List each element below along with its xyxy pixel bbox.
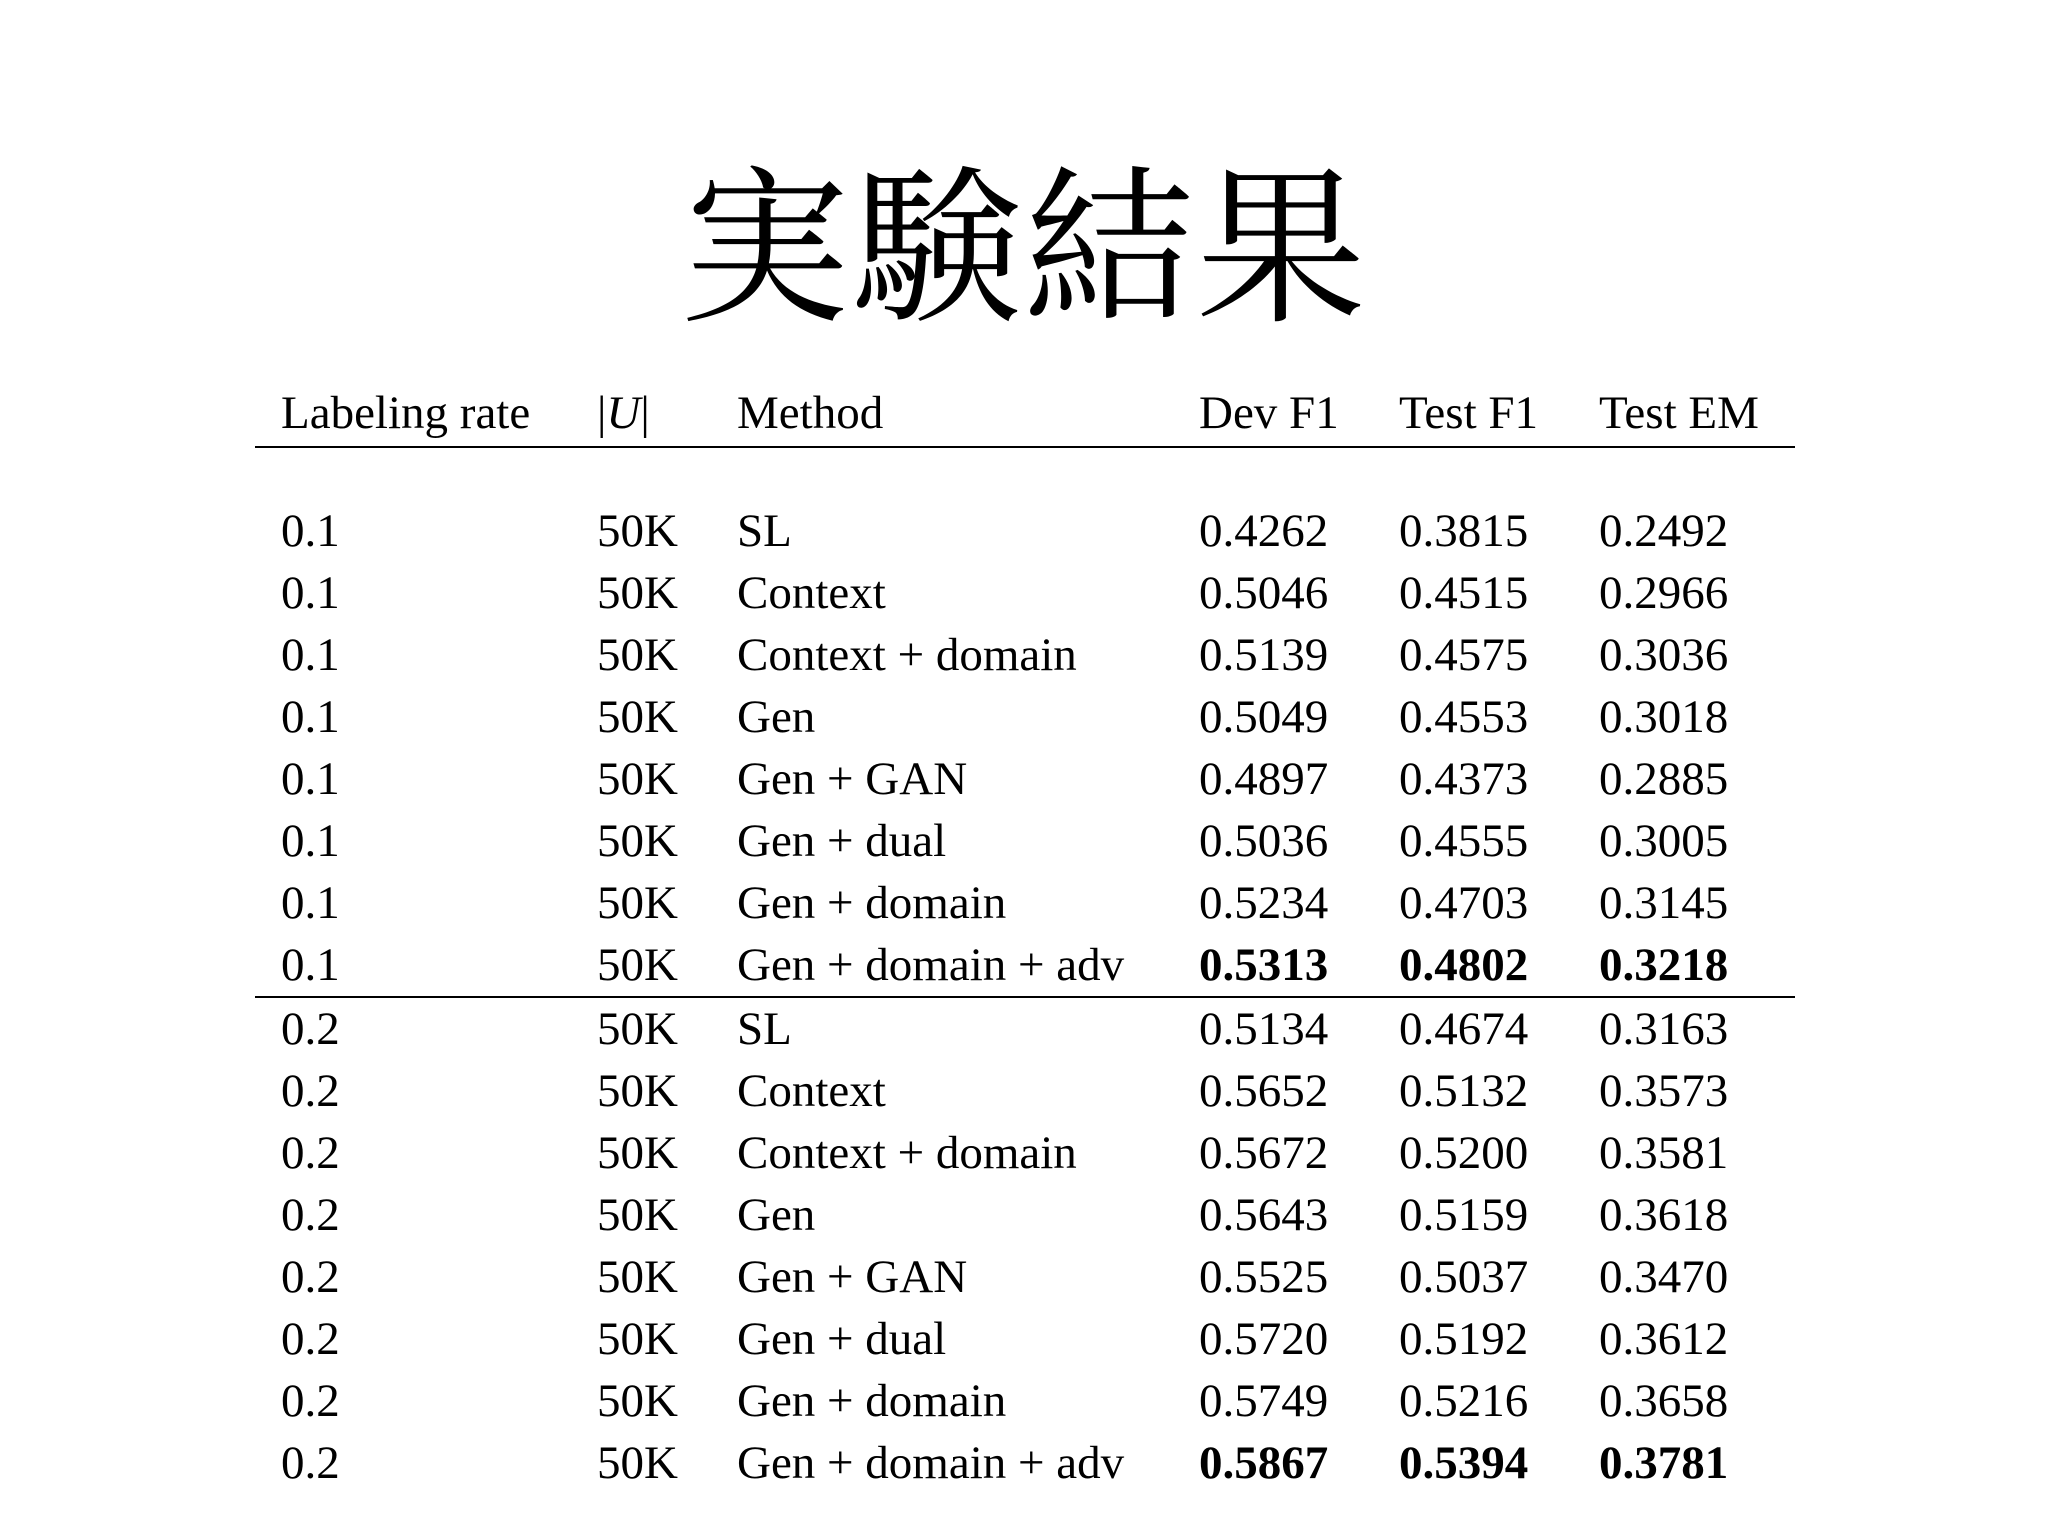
table-row: [255, 1060, 1795, 1122]
cell-labeling-rate: 0.2: [281, 1437, 340, 1489]
cell-labeling-rate: 0.2: [281, 1127, 340, 1179]
table-row: [255, 624, 1795, 686]
cell-unlabeled-size: 50K: [597, 877, 678, 929]
cell-unlabeled-size: 50K: [597, 939, 678, 991]
cell-test-em: 0.3581: [1599, 1127, 1729, 1179]
header-u-bar-right: |: [640, 387, 650, 439]
cell-dev-f1: 0.5046: [1199, 567, 1329, 619]
cell-test-em: 0.2492: [1599, 505, 1729, 557]
cell-dev-f1: 0.4262: [1199, 505, 1329, 557]
cell-test-em: 0.3658: [1599, 1375, 1729, 1427]
table-group-rate-0-2: [255, 998, 1795, 1494]
cell-dev-f1: 0.5652: [1199, 1065, 1329, 1117]
cell-test-em: 0.2885: [1599, 753, 1729, 805]
cell-method: Gen + GAN: [737, 753, 968, 805]
cell-method: Gen + dual: [737, 1313, 947, 1365]
cell-test-em: 0.3612: [1599, 1313, 1729, 1365]
cell-method: Context + domain: [737, 1127, 1077, 1179]
cell-test-em: 0.3218: [1599, 939, 1729, 991]
cell-unlabeled-size: 50K: [597, 1313, 678, 1365]
cell-test-f1: 0.5216: [1399, 1375, 1529, 1427]
cell-test-em: 0.3470: [1599, 1251, 1729, 1303]
cell-method: Gen + domain + adv: [737, 1437, 1125, 1489]
cell-unlabeled-size: 50K: [597, 567, 678, 619]
cell-dev-f1: 0.5867: [1199, 1437, 1329, 1489]
cell-test-f1: 0.4802: [1399, 939, 1529, 991]
cell-unlabeled-size: 50K: [597, 1437, 678, 1489]
cell-dev-f1: 0.4897: [1199, 753, 1329, 805]
table-row: [255, 998, 1795, 1060]
cell-labeling-rate: 0.1: [281, 815, 340, 867]
cell-unlabeled-size: 50K: [597, 1375, 678, 1427]
cell-dev-f1: 0.5036: [1199, 815, 1329, 867]
cell-method: Gen + domain + adv: [737, 939, 1125, 991]
cell-method: Context: [737, 1065, 886, 1117]
cell-test-em: 0.3036: [1599, 629, 1729, 681]
cell-test-em: 0.3145: [1599, 877, 1729, 929]
header-labeling-rate: Labeling rate: [281, 387, 531, 439]
table-row: [255, 934, 1795, 996]
table-row: [255, 1432, 1795, 1494]
cell-unlabeled-size: 50K: [597, 815, 678, 867]
table-row: [255, 1122, 1795, 1184]
cell-unlabeled-size: 50K: [597, 1065, 678, 1117]
cell-labeling-rate: 0.1: [281, 939, 340, 991]
cell-dev-f1: 0.5049: [1199, 691, 1329, 743]
cell-test-em: 0.3163: [1599, 1003, 1729, 1055]
cell-method: Gen + GAN: [737, 1251, 968, 1303]
table-row: [255, 810, 1795, 872]
cell-dev-f1: 0.5672: [1199, 1127, 1329, 1179]
cell-test-f1: 0.4555: [1399, 815, 1529, 867]
cell-labeling-rate: 0.1: [281, 567, 340, 619]
table-row: [255, 1246, 1795, 1308]
cell-test-f1: 0.4703: [1399, 877, 1529, 929]
cell-method: SL: [737, 1003, 792, 1055]
cell-unlabeled-size: 50K: [597, 1189, 678, 1241]
cell-test-f1: 0.5159: [1399, 1189, 1529, 1241]
table-row: [255, 686, 1795, 748]
cell-method: Gen + domain: [737, 877, 1007, 929]
cell-test-em: 0.3573: [1599, 1065, 1729, 1117]
cell-dev-f1: 0.5643: [1199, 1189, 1329, 1241]
cell-method: Context: [737, 567, 886, 619]
cell-labeling-rate: 0.2: [281, 1189, 340, 1241]
cell-labeling-rate: 0.1: [281, 629, 340, 681]
table-row: [255, 1370, 1795, 1432]
cell-test-f1: 0.5132: [1399, 1065, 1529, 1117]
table-row: [255, 1184, 1795, 1246]
cell-dev-f1: 0.5134: [1199, 1003, 1329, 1055]
cell-test-f1: 0.5192: [1399, 1313, 1529, 1365]
header-unlabeled-size: [597, 380, 650, 446]
cell-dev-f1: 0.5525: [1199, 1251, 1329, 1303]
cell-test-em: 0.2966: [1599, 567, 1729, 619]
cell-labeling-rate: 0.1: [281, 753, 340, 805]
table-row: [255, 562, 1795, 624]
cell-dev-f1: 0.5139: [1199, 629, 1329, 681]
cell-unlabeled-size: 50K: [597, 691, 678, 743]
cell-unlabeled-size: 50K: [597, 1003, 678, 1055]
cell-labeling-rate: 0.2: [281, 1003, 340, 1055]
header-u-symbol: U: [606, 387, 641, 439]
cell-test-em: 0.3018: [1599, 691, 1729, 743]
cell-test-f1: 0.5037: [1399, 1251, 1529, 1303]
cell-labeling-rate: 0.2: [281, 1313, 340, 1365]
results-table: [255, 380, 1795, 1494]
header-spacer: [255, 448, 1795, 500]
cell-test-f1: 0.4553: [1399, 691, 1529, 743]
header-u-bar-left: |: [597, 387, 607, 439]
cell-test-f1: 0.4373: [1399, 753, 1529, 805]
cell-labeling-rate: 0.1: [281, 505, 340, 557]
cell-labeling-rate: 0.2: [281, 1065, 340, 1117]
cell-unlabeled-size: 50K: [597, 505, 678, 557]
cell-unlabeled-size: 50K: [597, 753, 678, 805]
cell-test-f1: 0.4515: [1399, 567, 1529, 619]
cell-test-f1: 0.4575: [1399, 629, 1529, 681]
header-method: Method: [737, 387, 884, 439]
table-row: [255, 500, 1795, 562]
cell-method: Gen: [737, 1189, 816, 1241]
header-test-f1: Test F1: [1399, 387, 1539, 439]
cell-test-f1: 0.4674: [1399, 1003, 1529, 1055]
cell-test-f1: 0.3815: [1399, 505, 1529, 557]
cell-labeling-rate: 0.2: [281, 1375, 340, 1427]
cell-method: Gen + dual: [737, 815, 947, 867]
cell-test-f1: 0.5394: [1399, 1437, 1529, 1489]
cell-method: Context + domain: [737, 629, 1077, 681]
cell-dev-f1: 0.5749: [1199, 1375, 1329, 1427]
page-title: 実験結果: [679, 151, 1368, 349]
cell-test-f1: 0.5200: [1399, 1127, 1529, 1179]
cell-method: SL: [737, 505, 792, 557]
cell-unlabeled-size: 50K: [597, 629, 678, 681]
cell-labeling-rate: 0.1: [281, 691, 340, 743]
cell-labeling-rate: 0.1: [281, 877, 340, 929]
cell-method: Gen + domain: [737, 1375, 1007, 1427]
cell-dev-f1: 0.5720: [1199, 1313, 1329, 1365]
header-dev-f1: Dev F1: [1199, 387, 1339, 439]
table-row: [255, 1308, 1795, 1370]
cell-dev-f1: 0.5313: [1199, 939, 1329, 991]
cell-dev-f1: 0.5234: [1199, 877, 1329, 929]
header-test-em: Test EM: [1599, 387, 1759, 439]
cell-test-em: 0.3781: [1599, 1437, 1729, 1489]
table-row: [255, 872, 1795, 934]
table-header-row: [255, 380, 1795, 446]
cell-unlabeled-size: 50K: [597, 1127, 678, 1179]
cell-unlabeled-size: 50K: [597, 1251, 678, 1303]
cell-test-em: 0.3618: [1599, 1189, 1729, 1241]
table-group-rate-0-1: [255, 500, 1795, 996]
cell-method: Gen: [737, 691, 816, 743]
cell-labeling-rate: 0.2: [281, 1251, 340, 1303]
table-row: [255, 748, 1795, 810]
cell-test-em: 0.3005: [1599, 815, 1729, 867]
